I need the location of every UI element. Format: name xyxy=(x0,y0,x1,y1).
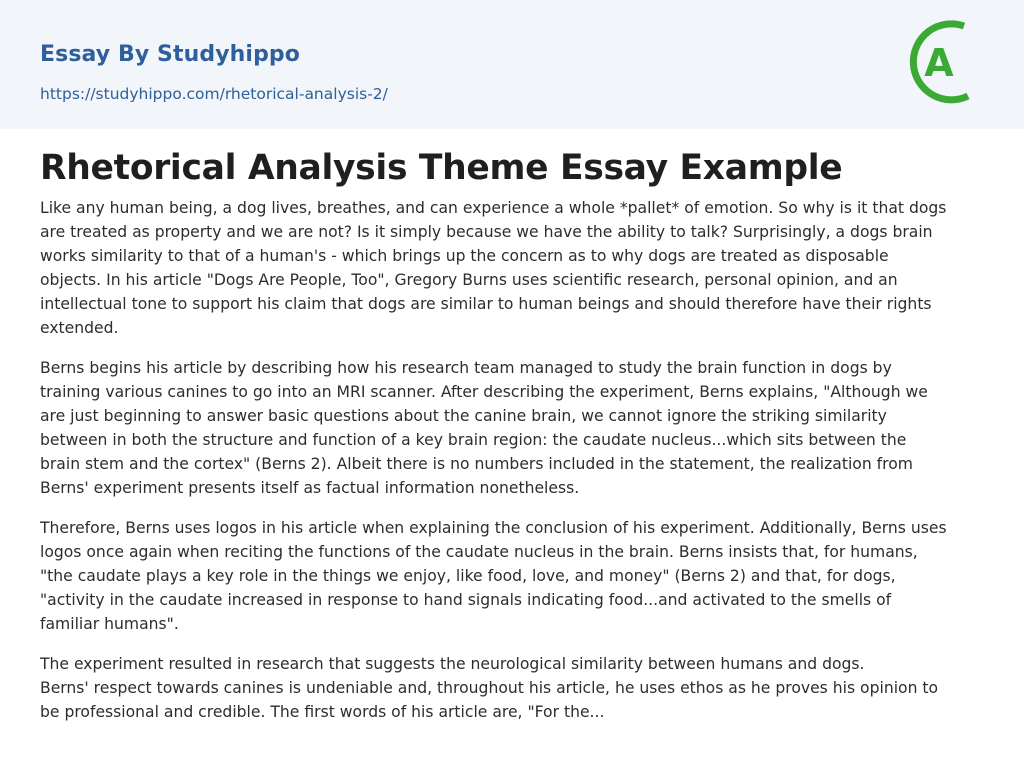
site-header xyxy=(0,0,1024,129)
site-brand[interactable]: Essay By Studyhippo xyxy=(40,42,300,67)
article-body xyxy=(40,146,984,740)
paragraph: The experiment resulted in research that suggests the neurological similarity between humans and dogs. Berns' respect towards canines is undeniable and, throughout his article, he uses ethos as he proves his opinion to be professional and credible. The first words of his article are, "For the... xyxy=(40,655,939,721)
paragraph: Berns begins his article by describing how his research team managed to study the brain function in dogs by training various canines to go into an MRI scanner. After describing the experiment, Berns explains, "Although we are just beginning to answer basic questions about the canine brain, we cannot ignore the striking similarity between in both the structure and function of a key brain region: the caudate nucleus...which sits between the brain stem and the cortex" (Berns 2). Albeit there is no numbers included in the statement, the realization from Berns' experiment presents itself as factual information nonetheless. xyxy=(40,359,928,497)
paragraph: Therefore, Berns uses logos in his article when explaining the conclusion of his experiment. Additionally, Berns uses logos once again when reciting the functions of the caudate nucleus in the brain. Berns insists that, for humans, "the caudate plays a key role in the things we enjoy, like food, love, and money" (Berns 2) and that, for dogs, "activity in the caudate increased in response to hand signals indicating food...and activated to the smells of familiar humans". xyxy=(40,519,947,633)
studyhippo-logo-icon[interactable] xyxy=(908,18,988,106)
article-url-link[interactable]: https://studyhippo.com/rhetorical-analysis-2/ xyxy=(40,85,388,103)
article-title: Rhetorical Analysis Theme Essay Example xyxy=(40,148,843,188)
paragraph: Like any human being, a dog lives, breathes, and can experience a whole *pallet* of emotion. So why is it that dogs are treated as property and we are not? Is it simply because we have the ability to talk? Surprisingly, a dogs brain works similarity to that of a human's - which brings up the concern as to why dogs are treated as disposable objects. In his article "Dogs Are People, Too", Gregory Burns uses scientific research, personal opinion, and an intellectual tone to support his claim that dogs are similar to human beings and should therefore have their rights extended. xyxy=(40,199,947,337)
logo-letter: A xyxy=(924,41,954,85)
